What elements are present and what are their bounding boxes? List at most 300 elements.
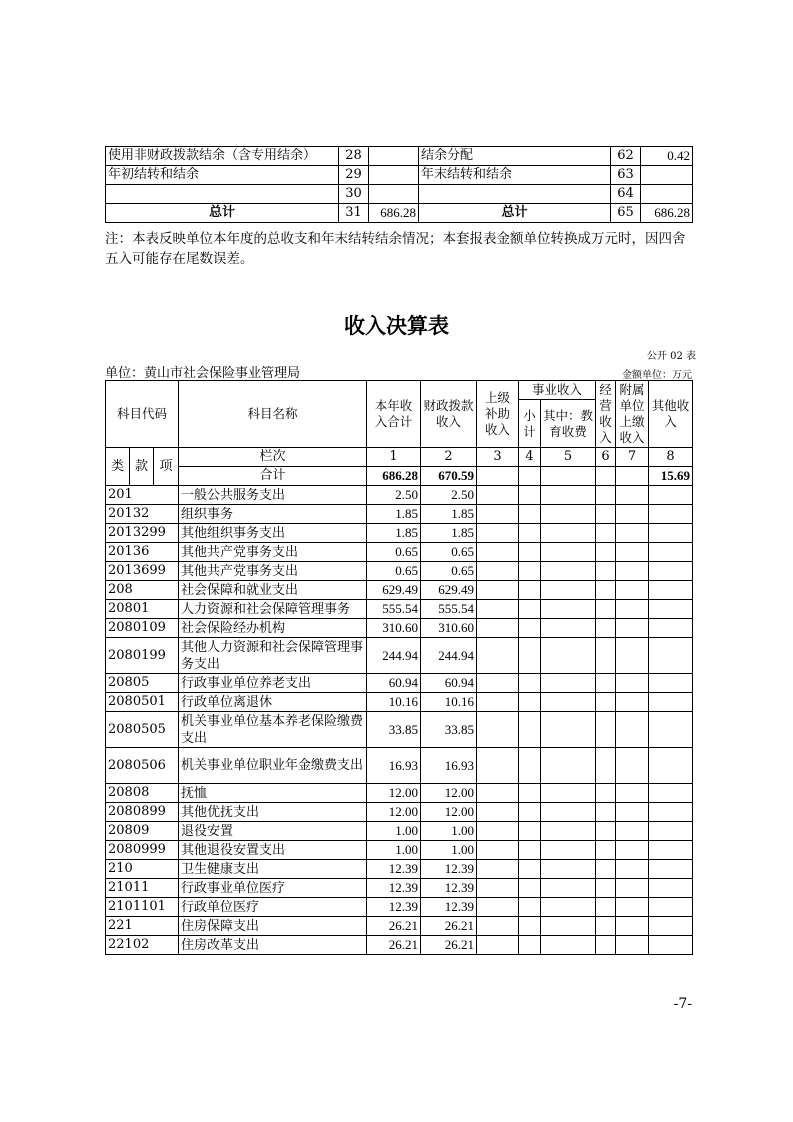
amount-fiscal: 12.39 [421,860,477,879]
subject-name: 机关事业单位职业年金缴费支出 [179,748,367,784]
empty-cell [477,748,519,784]
empty-cell [649,879,693,898]
amount-fiscal: 1.00 [421,822,477,841]
table-row [106,803,693,822]
empty-cell [649,898,693,917]
col-number: 8 [649,448,693,467]
summary-cell-left-val [369,166,419,185]
summary-cell-right-label: 结余分配 [419,147,611,166]
table-row [106,619,693,638]
subject-code: 22102 [106,936,179,955]
empty-cell [541,879,596,898]
amount-fiscal: 0.65 [421,562,477,581]
empty-cell [519,879,541,898]
header-other: 其他收入 [649,381,693,448]
summary-cell-right-label: 总计 [419,204,611,223]
total-cell: 686.28 [367,467,421,486]
empty-cell [649,841,693,860]
empty-cell [596,581,616,600]
empty-cell [596,841,616,860]
total-cell [616,467,649,486]
header-fiscal: 财政拨款收入 [421,381,477,448]
header-total: 本年收入合计 [367,381,421,448]
subject-name: 社会保障和就业支出 [179,581,367,600]
table-row [106,748,693,784]
header-affiliated: 附属单位上缴收入 [616,381,649,448]
empty-cell [616,486,649,505]
empty-cell [596,784,616,803]
amount-total: 555.54 [367,600,421,619]
summary-cell-left-label: 总计 [106,204,339,223]
empty-cell [519,600,541,619]
empty-cell [649,543,693,562]
summary-row [106,204,693,223]
empty-cell [616,674,649,693]
empty-cell [477,879,519,898]
empty-cell [541,803,596,822]
amount-total: 12.00 [367,803,421,822]
amount-total: 0.65 [367,543,421,562]
subject-code: 2013699 [106,562,179,581]
summary-cell-right-label: 年末结转和结余 [419,166,611,185]
empty-cell [519,860,541,879]
table-row [106,712,693,748]
subject-code: 2080899 [106,803,179,822]
empty-cell [541,638,596,674]
summary-cell-right-val: 686.28 [641,204,693,223]
empty-cell [649,600,693,619]
empty-cell [541,784,596,803]
empty-cell [519,619,541,638]
empty-cell [519,486,541,505]
amount-total: 16.93 [367,748,421,784]
summary-cell-left-no: 30 [339,185,369,204]
empty-cell [519,674,541,693]
table-note: 注：本表反映单位本年度的总收支和年末结转结余情况；本套报表金额单位转换成万元时，因四舍五入可能存在尾数误差。 [105,231,686,267]
summary-cell-right-no: 62 [611,147,641,166]
subject-name: 其他共产党事务支出 [179,543,367,562]
empty-cell [477,638,519,674]
header-lei: 类 [106,448,130,486]
empty-cell [596,619,616,638]
empty-cell [541,712,596,748]
amount-fiscal: 629.49 [421,581,477,600]
empty-cell [616,638,649,674]
total-cell [477,467,519,486]
amount-fiscal: 12.39 [421,879,477,898]
total-cell [519,467,541,486]
total-cell: 15.69 [649,467,693,486]
empty-cell [616,803,649,822]
summary-cell-right-val [641,166,693,185]
total-cell [541,467,596,486]
amount-total: 10.16 [367,693,421,712]
empty-cell [541,505,596,524]
subject-name: 组织事务 [179,505,367,524]
table-row [106,505,693,524]
empty-cell [519,803,541,822]
empty-cell [649,638,693,674]
summary-cell-right-val [641,185,693,204]
empty-cell [477,619,519,638]
amount-fiscal: 60.94 [421,674,477,693]
subject-code: 20809 [106,822,179,841]
amount-fiscal: 310.60 [421,619,477,638]
empty-cell [519,524,541,543]
empty-cell [616,879,649,898]
empty-cell [649,860,693,879]
table-row [106,693,693,712]
empty-cell [649,524,693,543]
summary-row [106,185,693,204]
amount-total: 12.39 [367,860,421,879]
balance-summary-table [105,146,693,223]
subject-name: 退役安置 [179,822,367,841]
col-number: 7 [616,448,649,467]
subject-code: 20132 [106,505,179,524]
subject-name: 人力资源和社会保障管理事务 [179,600,367,619]
amount-total: 60.94 [367,674,421,693]
amount-fiscal: 1.85 [421,505,477,524]
empty-cell [541,936,596,955]
total-row-label: 合计 [179,467,367,486]
empty-cell [596,638,616,674]
empty-cell [477,822,519,841]
total-cell [596,467,616,486]
empty-cell [541,543,596,562]
empty-cell [649,936,693,955]
empty-cell [649,748,693,784]
col-number: 6 [596,448,616,467]
empty-cell [477,712,519,748]
table-row [106,841,693,860]
empty-cell [519,712,541,748]
col-number: 2 [421,448,477,467]
empty-cell [519,917,541,936]
table-row [106,543,693,562]
table-row [106,784,693,803]
empty-cell [596,822,616,841]
empty-cell [519,693,541,712]
empty-cell [616,693,649,712]
summary-cell-left-no: 29 [339,166,369,185]
total-cell: 670.59 [421,467,477,486]
empty-cell [649,712,693,748]
empty-cell [477,505,519,524]
empty-cell [616,524,649,543]
table-row [106,860,693,879]
empty-cell [541,693,596,712]
empty-cell [541,486,596,505]
summary-cell-left-val: 686.28 [369,204,419,223]
amount-total: 2.50 [367,486,421,505]
empty-cell [477,543,519,562]
empty-cell [519,822,541,841]
empty-cell [541,822,596,841]
income-table [105,380,693,955]
amount-total: 310.60 [367,619,421,638]
amount-fiscal: 0.65 [421,543,477,562]
empty-cell [596,543,616,562]
empty-cell [596,712,616,748]
empty-cell [649,505,693,524]
table-row [106,600,693,619]
subject-name: 其他优抚支出 [179,803,367,822]
header-xiang: 项 [154,448,179,486]
empty-cell [616,748,649,784]
summary-row [106,166,693,185]
subject-code: 2080506 [106,748,179,784]
empty-cell [477,674,519,693]
header-superior: 上级补助收入 [477,381,519,448]
amount-total: 1.00 [367,822,421,841]
empty-cell [616,543,649,562]
empty-cell [596,803,616,822]
empty-cell [649,917,693,936]
empty-cell [477,860,519,879]
amount-fiscal: 26.21 [421,917,477,936]
empty-cell [596,562,616,581]
amount-fiscal: 12.39 [421,898,477,917]
amount-fiscal: 10.16 [421,693,477,712]
subject-name: 行政单位离退休 [179,693,367,712]
subject-code: 20805 [106,674,179,693]
empty-cell [541,619,596,638]
summary-cell-left-label: 使用非财政拨款结余（含专用结余） [106,147,339,166]
amount-total: 33.85 [367,712,421,748]
subject-name: 其他退役安置支出 [179,841,367,860]
empty-cell [649,581,693,600]
amount-fiscal: 244.94 [421,638,477,674]
empty-cell [596,524,616,543]
empty-cell [649,562,693,581]
header-business: 事业收入 [519,381,596,400]
money-unit-label: 金额单位：万元 [622,370,692,381]
empty-cell [477,898,519,917]
col-number: 3 [477,448,519,467]
table-row [106,674,693,693]
summary-cell-left-val [369,185,419,204]
subject-code: 201 [106,486,179,505]
table-row [106,524,693,543]
header-name: 科目名称 [179,381,367,448]
header-subtotal: 小计 [519,400,541,448]
summary-cell-right-no: 63 [611,166,641,185]
empty-cell [519,898,541,917]
header-operating: 经营收入 [596,381,616,448]
empty-cell [616,600,649,619]
empty-cell [519,543,541,562]
summary-cell-left-label [106,185,339,204]
empty-cell [596,505,616,524]
summary-cell-left-no: 28 [339,147,369,166]
header-code: 科目代码 [106,381,179,448]
empty-cell [541,917,596,936]
amount-total: 1.85 [367,524,421,543]
empty-cell [477,803,519,822]
empty-cell [616,841,649,860]
amount-total: 1.00 [367,841,421,860]
empty-cell [541,898,596,917]
empty-cell [519,638,541,674]
summary-cell-right-label [419,185,611,204]
subject-name: 一般公共服务支出 [179,486,367,505]
empty-cell [616,860,649,879]
empty-cell [649,822,693,841]
empty-cell [596,674,616,693]
empty-cell [477,784,519,803]
empty-cell [519,841,541,860]
empty-cell [616,712,649,748]
table-row [106,562,693,581]
subject-name: 卫生健康支出 [179,860,367,879]
amount-fiscal: 1.85 [421,524,477,543]
form-number: 公开 02 表 [646,351,696,362]
amount-total: 0.65 [367,562,421,581]
empty-cell [477,600,519,619]
empty-cell [519,748,541,784]
amount-fiscal: 26.21 [421,936,477,955]
subject-code: 2013299 [106,524,179,543]
subject-code: 20801 [106,600,179,619]
amount-fiscal: 12.00 [421,803,477,822]
amount-fiscal: 12.00 [421,784,477,803]
empty-cell [477,841,519,860]
empty-cell [649,486,693,505]
empty-cell [616,562,649,581]
empty-cell [616,898,649,917]
empty-cell [477,524,519,543]
subject-code: 21011 [106,879,179,898]
amount-fiscal: 555.54 [421,600,477,619]
summary-cell-left-label: 年初结转和结余 [106,166,339,185]
subject-code: 2080109 [106,619,179,638]
empty-cell [519,581,541,600]
amount-total: 12.39 [367,879,421,898]
empty-cell [649,619,693,638]
summary-cell-right-no: 64 [611,185,641,204]
empty-cell [519,784,541,803]
subject-code: 208 [106,581,179,600]
table-row [106,486,693,505]
subject-name: 住房保障支出 [179,917,367,936]
table-row [106,581,693,600]
subject-name: 行政事业单位医疗 [179,879,367,898]
subject-code: 2101101 [106,898,179,917]
empty-cell [616,936,649,955]
subject-code: 2080501 [106,693,179,712]
amount-total: 629.49 [367,581,421,600]
empty-cell [649,803,693,822]
empty-cell [596,486,616,505]
table-row [106,879,693,898]
empty-cell [649,674,693,693]
summary-cell-right-no: 65 [611,204,641,223]
subject-name: 其他人力资源和社会保障管理事务支出 [179,638,367,674]
summary-row [106,147,693,166]
empty-cell [596,898,616,917]
amount-fiscal: 2.50 [421,486,477,505]
subject-name: 行政事业单位养老支出 [179,674,367,693]
empty-cell [596,917,616,936]
empty-cell [541,748,596,784]
unit-label: 单位：黄山市社会保险事业管理局 [105,366,301,381]
header-lanci: 栏次 [179,448,367,467]
empty-cell [541,841,596,860]
empty-cell [541,600,596,619]
subject-name: 社会保险经办机构 [179,619,367,638]
page-number: -7- [673,996,692,1012]
empty-cell [616,822,649,841]
empty-cell [649,693,693,712]
amount-total: 26.21 [367,917,421,936]
empty-cell [596,879,616,898]
empty-cell [541,524,596,543]
empty-cell [616,917,649,936]
subject-name: 抚恤 [179,784,367,803]
empty-cell [477,693,519,712]
table-row [106,936,693,955]
subject-name: 其他共产党事务支出 [179,562,367,581]
header-edu: 其中：教育收费 [541,400,596,448]
empty-cell [477,936,519,955]
subject-name: 住房改革支出 [179,936,367,955]
subject-code: 2080199 [106,638,179,674]
empty-cell [477,562,519,581]
header-kuan: 款 [130,448,154,486]
empty-cell [596,936,616,955]
empty-cell [541,581,596,600]
empty-cell [541,860,596,879]
summary-cell-right-val: 0.42 [641,147,693,166]
subject-code: 210 [106,860,179,879]
summary-cell-left-val [369,147,419,166]
subject-code: 2080505 [106,712,179,748]
summary-cell-left-no: 31 [339,204,369,223]
amount-total: 12.39 [367,898,421,917]
table-row [106,917,693,936]
subject-name: 其他组织事务支出 [179,524,367,543]
empty-cell [596,600,616,619]
empty-cell [541,674,596,693]
empty-cell [541,562,596,581]
subject-code: 221 [106,917,179,936]
empty-cell [596,860,616,879]
subject-code: 2080999 [106,841,179,860]
subject-code: 20808 [106,784,179,803]
table-row [106,638,693,674]
page-title: 收入决算表 [344,314,449,338]
empty-cell [477,917,519,936]
empty-cell [519,505,541,524]
table-row [106,898,693,917]
subject-name: 行政单位医疗 [179,898,367,917]
amount-total: 1.85 [367,505,421,524]
amount-total: 26.21 [367,936,421,955]
table-row [106,822,693,841]
subject-code: 20136 [106,543,179,562]
amount-total: 244.94 [367,638,421,674]
empty-cell [519,936,541,955]
col-number: 1 [367,448,421,467]
empty-cell [596,748,616,784]
empty-cell [477,581,519,600]
amount-total: 12.00 [367,784,421,803]
empty-cell [477,486,519,505]
empty-cell [649,784,693,803]
empty-cell [616,505,649,524]
col-number: 5 [541,448,596,467]
